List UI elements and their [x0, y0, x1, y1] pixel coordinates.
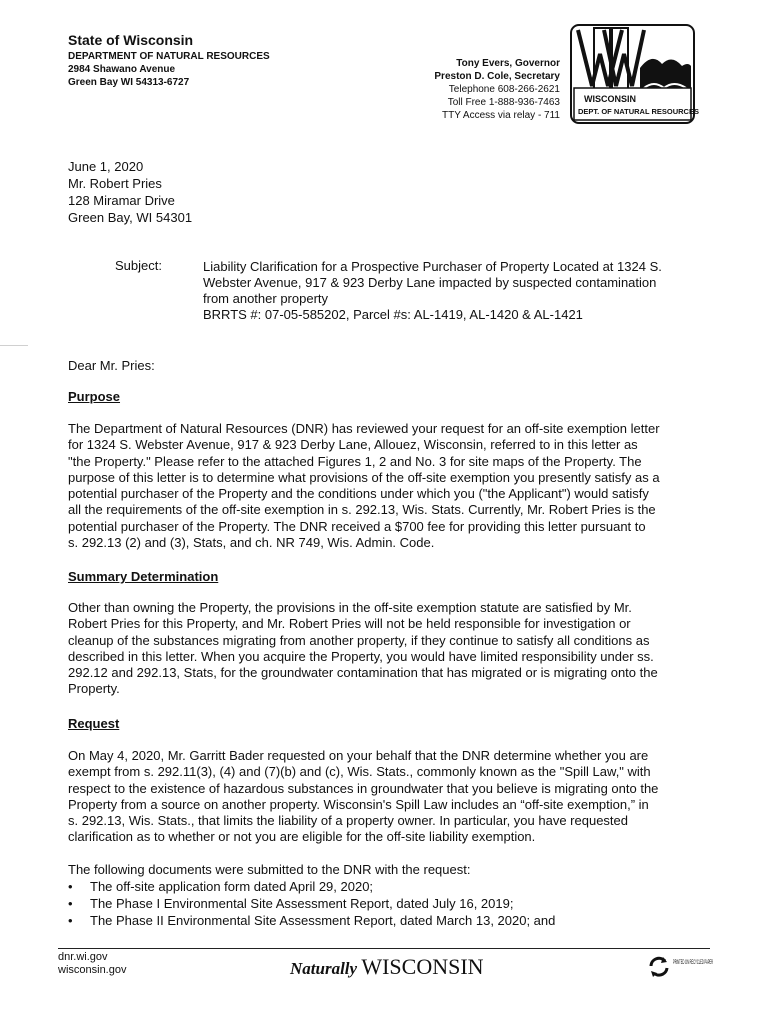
- recycle-label: PRINTED ON RECYCLED PAPER: [673, 960, 714, 966]
- section-heading-purpose: Purpose: [68, 389, 121, 404]
- dnr-logo: [570, 24, 699, 124]
- paragraph-line: Property from a source on another property. Wisconsin's Spill Law includes an “off-site exemption,” in: [68, 796, 649, 812]
- paragraph-line: clarification as to whether or not you are eligible for the off-site liability exemption.: [68, 829, 536, 845]
- list-item-text: The Phase II Environmental Site Assessment Report, dated March 13, 2020; and: [90, 913, 556, 928]
- paragraph-line: Robert Pries for this Property, and Mr. Robert Pries will not be held responsible for investigation or: [68, 616, 631, 632]
- naturally-wisconsin-logo: [290, 954, 484, 980]
- list-item-text: The Phase I Environmental Site Assessment Report, dated July 16, 2019;: [90, 896, 514, 911]
- paragraph-line: purpose of this letter is to determine what provisions of the off-site exemption you presently satisfy as a: [68, 469, 660, 485]
- bullet-icon: •: [68, 879, 73, 894]
- governor-name: Tony Evers, Governor: [456, 58, 560, 69]
- recycled-paper-icon: [645, 952, 715, 980]
- tagline-italic: Naturally: [290, 959, 358, 978]
- footer-link-dnr[interactable]: dnr.wi.gov: [58, 951, 108, 963]
- paragraph-line: for 1324 S. Webster Avenue, 917 & 923 Derby Lane, Allouez, Wisconsin, referred to in this letter as: [68, 437, 638, 453]
- subject-label: Subject:: [115, 258, 162, 273]
- salutation: Dear Mr. Pries:: [68, 358, 155, 373]
- paragraph-line: respect to the existence of hazardous substances in groundwater that you believe is migrating onto the: [68, 780, 659, 796]
- paragraph-line: exempt from s. 292.11(3), (4) and (7)(b) and (c), Wis. Stats., commonly known as the "Spill Law," with: [68, 764, 651, 780]
- section-heading-summary: Summary Determination: [68, 569, 219, 584]
- list-item: [68, 895, 513, 912]
- toll-free: Toll Free 1-888-936-7463: [447, 97, 560, 108]
- paragraph-line: Property.: [68, 681, 120, 697]
- bullet-icon: •: [68, 896, 73, 911]
- paragraph-line: s. 292.13, Wis. Stats., that limits the liability of a property owner. In particular, you have requested: [68, 813, 629, 829]
- recipient-street: 128 Miramar Drive: [68, 193, 175, 208]
- paragraph-line: potential purchaser of the Property. The DNR received a $700 fee for providing this letter pursuant to: [68, 518, 646, 534]
- tty-access: TTY Access via relay - 711: [441, 110, 560, 121]
- subject-line: Webster Avenue, 917 & 923 Derby Lane impacted by suspected contamination: [203, 275, 657, 290]
- letter-date: June 1, 2020: [68, 159, 144, 174]
- logo-text-line1: WISCONSIN: [584, 94, 637, 104]
- paragraph-line: On May 4, 2020, Mr. Garritt Bader requested on your behalf that the DNR determine whether you are: [68, 748, 649, 763]
- recipient-city: Green Bay, WI 54301: [68, 210, 193, 225]
- list-item: [68, 912, 555, 929]
- list-item-text: The off-site application form dated April 29, 2020;: [90, 879, 374, 894]
- footer-divider: [58, 948, 710, 949]
- paragraph-line: described in this letter. When you acquire the Property, you would have limited responsibility under ss.: [68, 648, 654, 664]
- footer-link-wisconsin[interactable]: wisconsin.gov: [58, 964, 127, 976]
- agency-street: 2984 Shawano Avenue: [68, 64, 176, 75]
- secretary-name: Preston D. Cole, Secretary: [434, 71, 560, 82]
- paragraph-line: all the requirements of the off-site exemption in s. 292.13, Wis. Stats. Currently, Mr. Robert Pries is the: [68, 502, 656, 518]
- margin-mark: [0, 345, 28, 346]
- section-heading-request: Request: [68, 716, 120, 731]
- paragraph-line: potential purchaser of the Property and the conditions under which you ("the Applicant") would satisfy: [68, 486, 649, 502]
- paragraph-line: The Department of Natural Resources (DNR) has reviewed your request for an off-site exemption letter: [68, 421, 660, 436]
- agency-state: State of Wisconsin: [68, 32, 194, 48]
- purpose-paragraph: [68, 421, 708, 551]
- list-item: [68, 878, 373, 895]
- agency-city: Green Bay WI 54313-6727: [68, 77, 190, 88]
- subject-line: BRRTS #: 07-05-585202, Parcel #s: AL-1419, AL-1420 & AL-1421: [203, 307, 583, 322]
- documents-intro: The following documents were submitted to the DNR with the request:: [68, 862, 471, 877]
- paragraph-line: "the Property." Please refer to the attached Figures 1, 2 and No. 3 for site maps of the Property. The: [68, 453, 642, 469]
- paragraph-line: s. 292.13 (2) and (3), Stats, and ch. NR 749, Wis. Admin. Code.: [68, 535, 435, 551]
- summary-paragraph: [68, 600, 708, 698]
- telephone: Telephone 608-266-2621: [448, 84, 560, 95]
- tagline-caps: WISCONSIN: [361, 954, 484, 979]
- recipient-name: Mr. Robert Pries: [68, 176, 162, 191]
- subject-line: Liability Clarification for a Prospective Purchaser of Property Located at 1324 S.: [203, 259, 662, 274]
- request-paragraph: [68, 748, 708, 846]
- subject-line: from another property: [203, 291, 329, 306]
- bullet-icon: •: [68, 913, 73, 928]
- agency-department: DEPARTMENT OF NATURAL RESOURCES: [68, 51, 270, 62]
- paragraph-line: 292.12 and 292.13, Stats, for the groundwater contamination that has migrated or is migrating onto the: [68, 665, 658, 681]
- paragraph-line: Other than owning the Property, the provisions in the off-site exemption statute are satisfied by Mr.: [68, 600, 632, 615]
- logo-text-line2: DEPT. OF NATURAL RESOURCES: [578, 107, 699, 116]
- paragraph-line: cleanup of the substances migrating from another property, if they continue to satisfy all conditions as: [68, 632, 650, 648]
